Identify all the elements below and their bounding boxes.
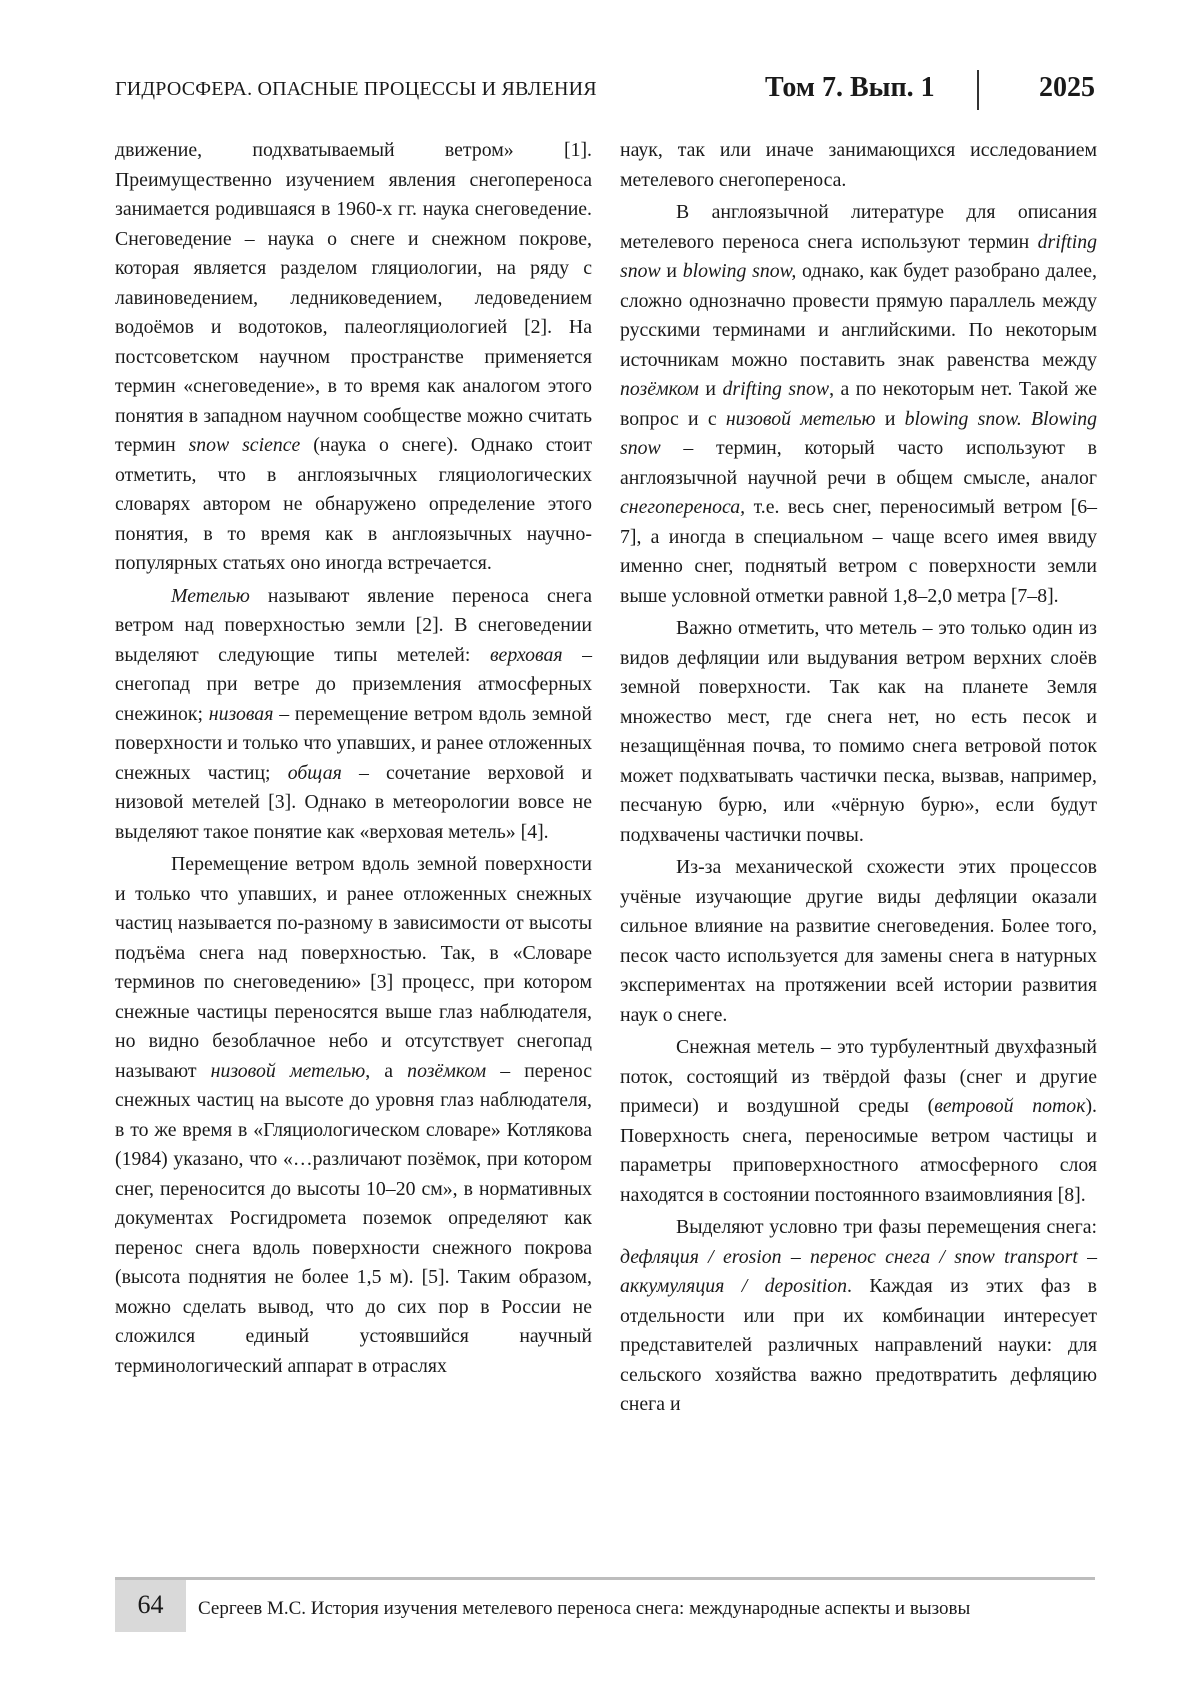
footer-rule (115, 1577, 1095, 1580)
text: однако, как будет разобрано далее, сложно однозначно провести прямую параллель между русскими терминами и английскими. По некоторым источникам можно поставить знак равенства между (620, 260, 1098, 371)
paragraph (115, 582, 592, 848)
text: , а по некоторым нет. Такой же вопрос и с (620, 378, 1097, 430)
text: т.е. весь снег, переносимый ветром [6–7], а иногда в специальном – чаще всего имея ввиду именно снег, поднятый ветром с поверхности земли выше условной отметки равной 1,8–2,0 метра [7–8]. (620, 496, 1097, 607)
page-number-box (115, 1580, 186, 1632)
paragraph: Из-за механической схожести этих процессов учёные изучающие другие виды дефляции оказали сильное влияние на развитие снеговедения. Более того, песок часто используется для замены снега в натурных экспериментах на протяжении всей истории развития наук о снеге. (620, 856, 1097, 1026)
running-footer: Сергеев М.С. История изучения метелевого переноса снега: международные аспекты и вызовы (198, 1598, 971, 1619)
paragraph (620, 1213, 1097, 1420)
text: движение, подхватываемый ветром» [1]. Преимущественно изучением явления снегопереноса занимается родившаяся в 1960-х гг. наука снеговедение. Снеговедение – наука о снеге и снежном покрове, которая является разделом гляциологии, на ряду с лавиноведением, ледниковедением, ледоведением водоёмов и водотоков, палеогляциологией [2]. На постсоветском научном пространстве применяется термин «снеговедение», в то время как аналогом этого понятия в западном научном сообществе можно считать термин (115, 139, 592, 456)
text: – перемещение ветром вдоль земной поверхности и только что упавших, и ранее отложенных снежных частиц; (115, 702, 592, 784)
term: drifting snow (620, 230, 1097, 282)
term: drifting snow (722, 378, 830, 400)
text: и (698, 378, 723, 400)
text: Выделяют условно три фазы перемещения снега: (676, 1216, 1097, 1238)
paragraph: наук, так или иначе занимающихся исследованием метелевого снегопереноса. (620, 139, 1097, 191)
term: низовой метелью (725, 407, 876, 430)
text: – перенос снежных частиц на высоте до уровня глаз наблюдателя, в то же время в «Гляциологическом словаре» Котлякова (1984) указано, что «…различают позёмок, при котором снег, переносится до высоты 10–20 см», в нормативных документах Росгидромета поземок определяют как перенос снега вдоль поверхности снежного покрова (высота поднятия не более 1,5 м). [5]. Таким образом, можно сделать вывод, что до сих пор в России не сложился единый устоявшийся научный терминологический аппарат в отраслях (115, 1059, 592, 1377)
term: snow science (188, 434, 301, 456)
paragraph (620, 198, 1097, 611)
text: – снегопад при ветре до приземления атмосферных снежинок; (115, 643, 592, 725)
page-header (115, 72, 1095, 114)
term: низовой метелью (210, 1059, 366, 1082)
header-divider (977, 70, 979, 110)
right-column (620, 136, 1097, 1420)
text: называют явление переноса снега ветром над поверхностью земли [2]. В снеговедении выделяют следующие типы метелей: (115, 584, 592, 666)
text: . Каждая из этих фаз в отдельности или при их комбинации интересует представителей различных направлений науки: для сельского хозяйства важно предотвратить дефляцию снега и (620, 1275, 1097, 1415)
term: дефляция / erosion – перенос снега / snow transport – аккумуляция / deposition (620, 1245, 1097, 1297)
term: снегопереноса, (620, 496, 746, 518)
term: blowing snow, (682, 260, 797, 282)
term: Метелью (171, 584, 250, 607)
text: , а (365, 1059, 408, 1082)
paragraph: Важно отметить, что метель – это только один из видов дефляции или выдувания ветром верхних слоёв земной поверхности. Так как на планете Земля множество мест, где снега нет, но есть песок и незащищённая почва, то помимо снега ветровой поток может подхватывать частички песка, вызвав, например, песчаную бурю, или «чёрную бурю», если будут подхвачены частички почвы. (620, 617, 1097, 846)
term: ветровой поток (934, 1095, 1086, 1117)
text: и (660, 260, 683, 282)
volume-issue: Том 7. Вып. 1 (765, 72, 935, 103)
paragraph (620, 1033, 1097, 1210)
text: (наука о снеге). Однако стоит отметить, что в англоязычных гляциологических словарях автором не обнаружено определение этого понятия, в то время как в англоязычных научно-популярных статьях оно иногда встречается. (115, 434, 593, 574)
text: – термин, который часто используют в англоязычной научной речи в общем смысле, аналог (620, 437, 1097, 489)
journal-title: ГИДРОСФЕРА. ОПАСНЫЕ ПРОЦЕССЫ И ЯВЛЕНИЯ (115, 78, 597, 100)
text: и (875, 407, 905, 430)
text: – сочетание верховой и низовой метелей [3]. Однако в метеорологии вовсе не выделяют такое понятие как «верховая метель» [4]. (115, 761, 593, 843)
left-column (115, 136, 592, 1381)
term: верховая (489, 643, 563, 666)
year: 2025 (1039, 72, 1095, 103)
text: Снежная метель – это турбулентный двухфазный поток, состоящий из твёрдой фазы (снег и другие примеси) и воздушной среды ( (620, 1036, 1097, 1117)
paragraph (115, 136, 592, 579)
text: Перемещение ветром вдоль земной поверхности и только что упавших, и ранее отложенных снежных частиц называется по-разному в зависимости от высоты подъёма снега над поверхностью. Так, в «Словаре терминов по снеговедению» [3] процесс, при котором снежные частицы переносятся выше глаз наблюдателя, но видно безоблачное небо и отсутствует снегопад называют (115, 853, 592, 1082)
term: низовая (208, 702, 274, 725)
term: blowing snow. Blowing snow (620, 407, 1097, 459)
page-number: 64 (137, 1590, 164, 1619)
term: позёмком (620, 378, 699, 400)
text: В англоязычной литературе для описания метелевого переноса снега используют термин (620, 201, 1097, 253)
term: общая (287, 761, 342, 784)
term: позёмком (407, 1059, 487, 1082)
paragraph (115, 850, 592, 1381)
text: ). Поверхность снега, переносимые ветром частицы и параметры приповерхностного атмосферного слоя находятся в состоянии постоянного взаимовлияния [8]. (620, 1095, 1097, 1206)
